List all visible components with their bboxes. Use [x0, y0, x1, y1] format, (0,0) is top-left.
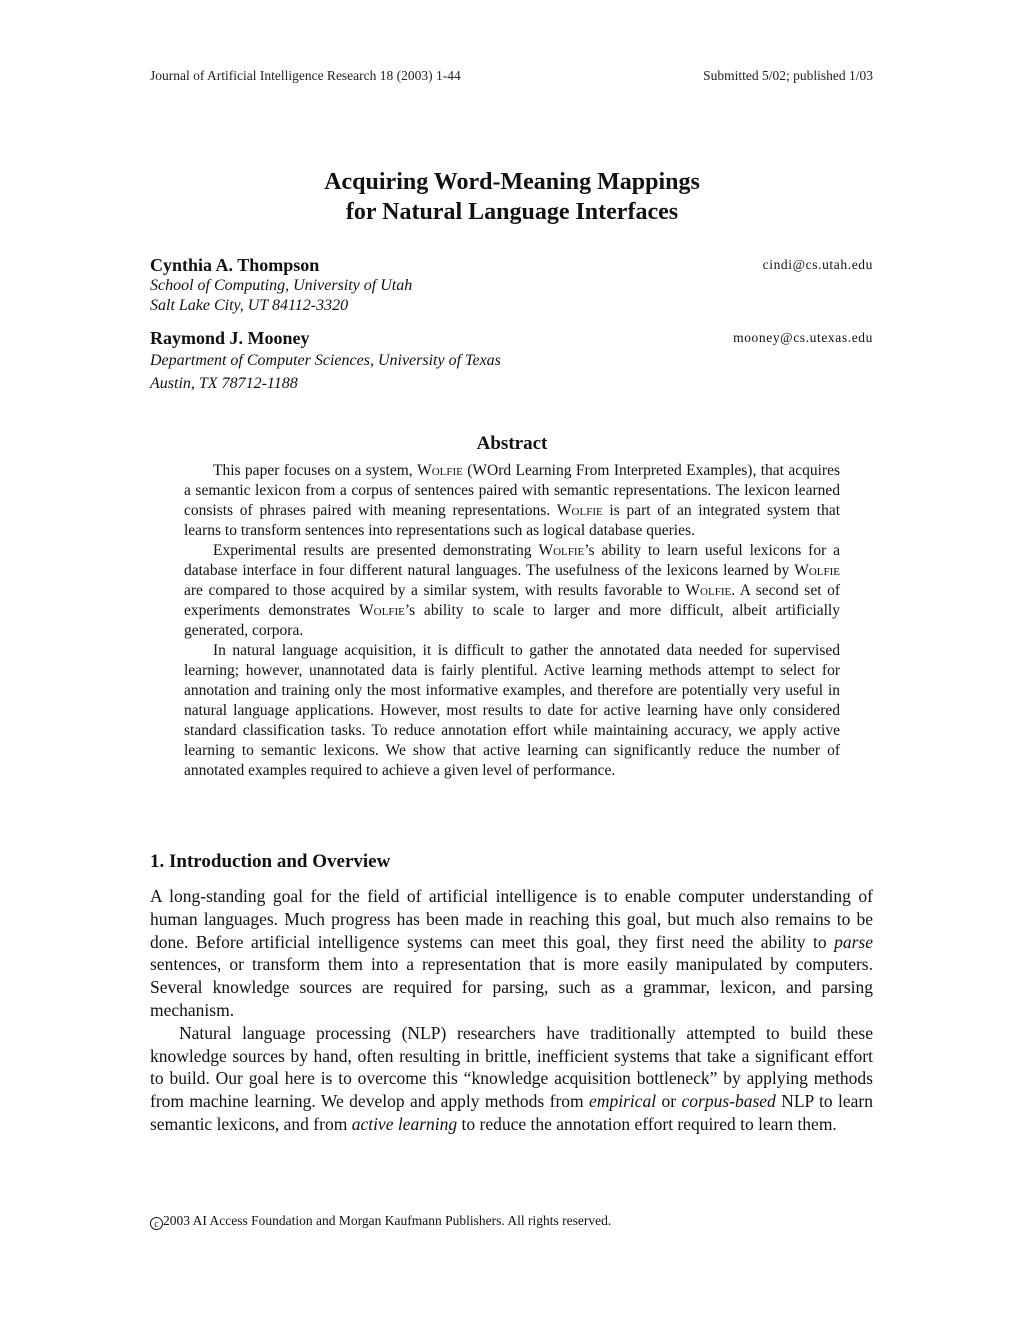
text-run: or	[656, 1091, 682, 1112]
emphasis: parse	[834, 931, 873, 952]
author-affiliation: Department of Computer Sciences, University of Texas	[150, 352, 501, 369]
abstract-heading: Abstract	[476, 433, 548, 454]
text-run: ’s ability to learn useful lexicons for a database interface in four different natural languages. The usefulness of the lexicons learned by	[184, 542, 841, 579]
text-run: are compared to those acquired by a similar system, with results favorable to	[184, 582, 686, 599]
author-affiliation: School of Computing, University of Utah	[150, 277, 413, 294]
text-run: NLP to learn semantic lexicons, and from	[150, 1091, 874, 1134]
abstract-paragraph: In natural language acquisition, it is difficult to gather the annotated data needed for supervised learning; however, unannotated data is fairly plentiful. Active learning methods attempt to select for annotation and training only the most informative examples, and therefore are potentially very useful in natural language applications. However, most results to date for active learning have only considered standard classification tasks. To reduce annotation effort while maintaining accuracy, we apply active learning to semantic lexicons. We show that active learning can significantly reduce the number of annotated examples required to achieve a given level of performance.	[184, 642, 840, 779]
text-run: to reduce the annotation effort required to learn them.	[457, 1113, 837, 1134]
emphasis: empirical	[589, 1091, 657, 1112]
abstract-paragraph	[184, 461, 840, 541]
text-run: This paper focuses on a system,	[213, 462, 418, 479]
emphasis: corpus-based	[681, 1091, 776, 1112]
author-address: Salt Lake City, UT 84112-3320	[150, 297, 349, 314]
section-heading: 1. Introduction and Overview	[150, 851, 391, 872]
paper-title-line2: for Natural Language Interfaces	[345, 199, 679, 225]
emphasis: active learning	[351, 1113, 458, 1134]
system-name: Wolfie	[556, 502, 603, 519]
system-name: Wolfie	[794, 562, 840, 579]
copyright-text: 2003 AI Access Foundation and Morgan Kaufmann Publishers. All rights reserved.	[163, 1213, 612, 1228]
paper-title-line1: Acquiring Word-Meaning Mappings	[324, 169, 700, 195]
text-run: (WOrd Learning From Interpreted Examples), that acquires a semantic lexicon from a corpus of sentences paired with semantic representations. The lexicon learned consists of phrases paired with meaning representations.	[184, 462, 840, 519]
copyright-notice	[150, 1213, 611, 1230]
text-run: Natural language processing (NLP) researchers have traditionally attempted to build these knowledge sources by hand, often resulting in brittle, inefficient systems that take a significant effort to build. Our goal here is to overcome this “knowledge acquisition bottleneck” by applying methods from machine learning. We develop and apply methods from	[150, 1022, 873, 1112]
text-run: A long-standing goal for the field of artificial intelligence is to enable computer understanding of human languages. Much progress has been made in reaching this goal, but much also remains to be done. Before artificial intelligence systems can meet this goal, they first need the ability to	[150, 886, 873, 952]
body-paragraph	[150, 885, 873, 1022]
submission-dates: Submitted 5/02; published 1/03	[703, 68, 873, 83]
text-run: is part of an integrated system that learns to transform sentences into representations such as logical database queries.	[184, 502, 841, 539]
text-run: sentences, or transform them into a representation that is more easily manipulated by computers. Several knowledge sources are required for parsing, such as a grammar, lexicon, and parsing mechanism.	[150, 954, 873, 1020]
author-name: Raymond J. Mooney	[150, 328, 310, 348]
system-name: Wolfie	[685, 582, 732, 599]
system-name: Wolfie	[417, 462, 463, 479]
text-run: . A second set of experiments demonstrates	[184, 582, 840, 619]
author-address: Austin, TX 78712-1188	[150, 375, 298, 392]
section-body	[150, 885, 873, 1136]
journal-header: Journal of Artificial Intelligence Research 18 (2003) 1-44	[150, 68, 461, 83]
text-run: ’s ability to scale to larger and more difficult, albeit artificially generated, corpora.	[184, 602, 840, 639]
author-email: mooney@cs.utexas.edu	[733, 330, 873, 345]
system-name: Wolfie	[538, 542, 585, 559]
abstract-paragraph	[184, 541, 840, 641]
system-name: Wolfie	[359, 602, 405, 619]
author-email: cindi@cs.utah.edu	[762, 257, 873, 272]
copyright-icon: c	[150, 1217, 163, 1230]
abstract-body	[184, 461, 840, 781]
text-run: Experimental results are presented demonstrating	[213, 542, 539, 559]
author-name: Cynthia A. Thompson	[150, 255, 320, 275]
body-paragraph	[150, 1022, 873, 1136]
